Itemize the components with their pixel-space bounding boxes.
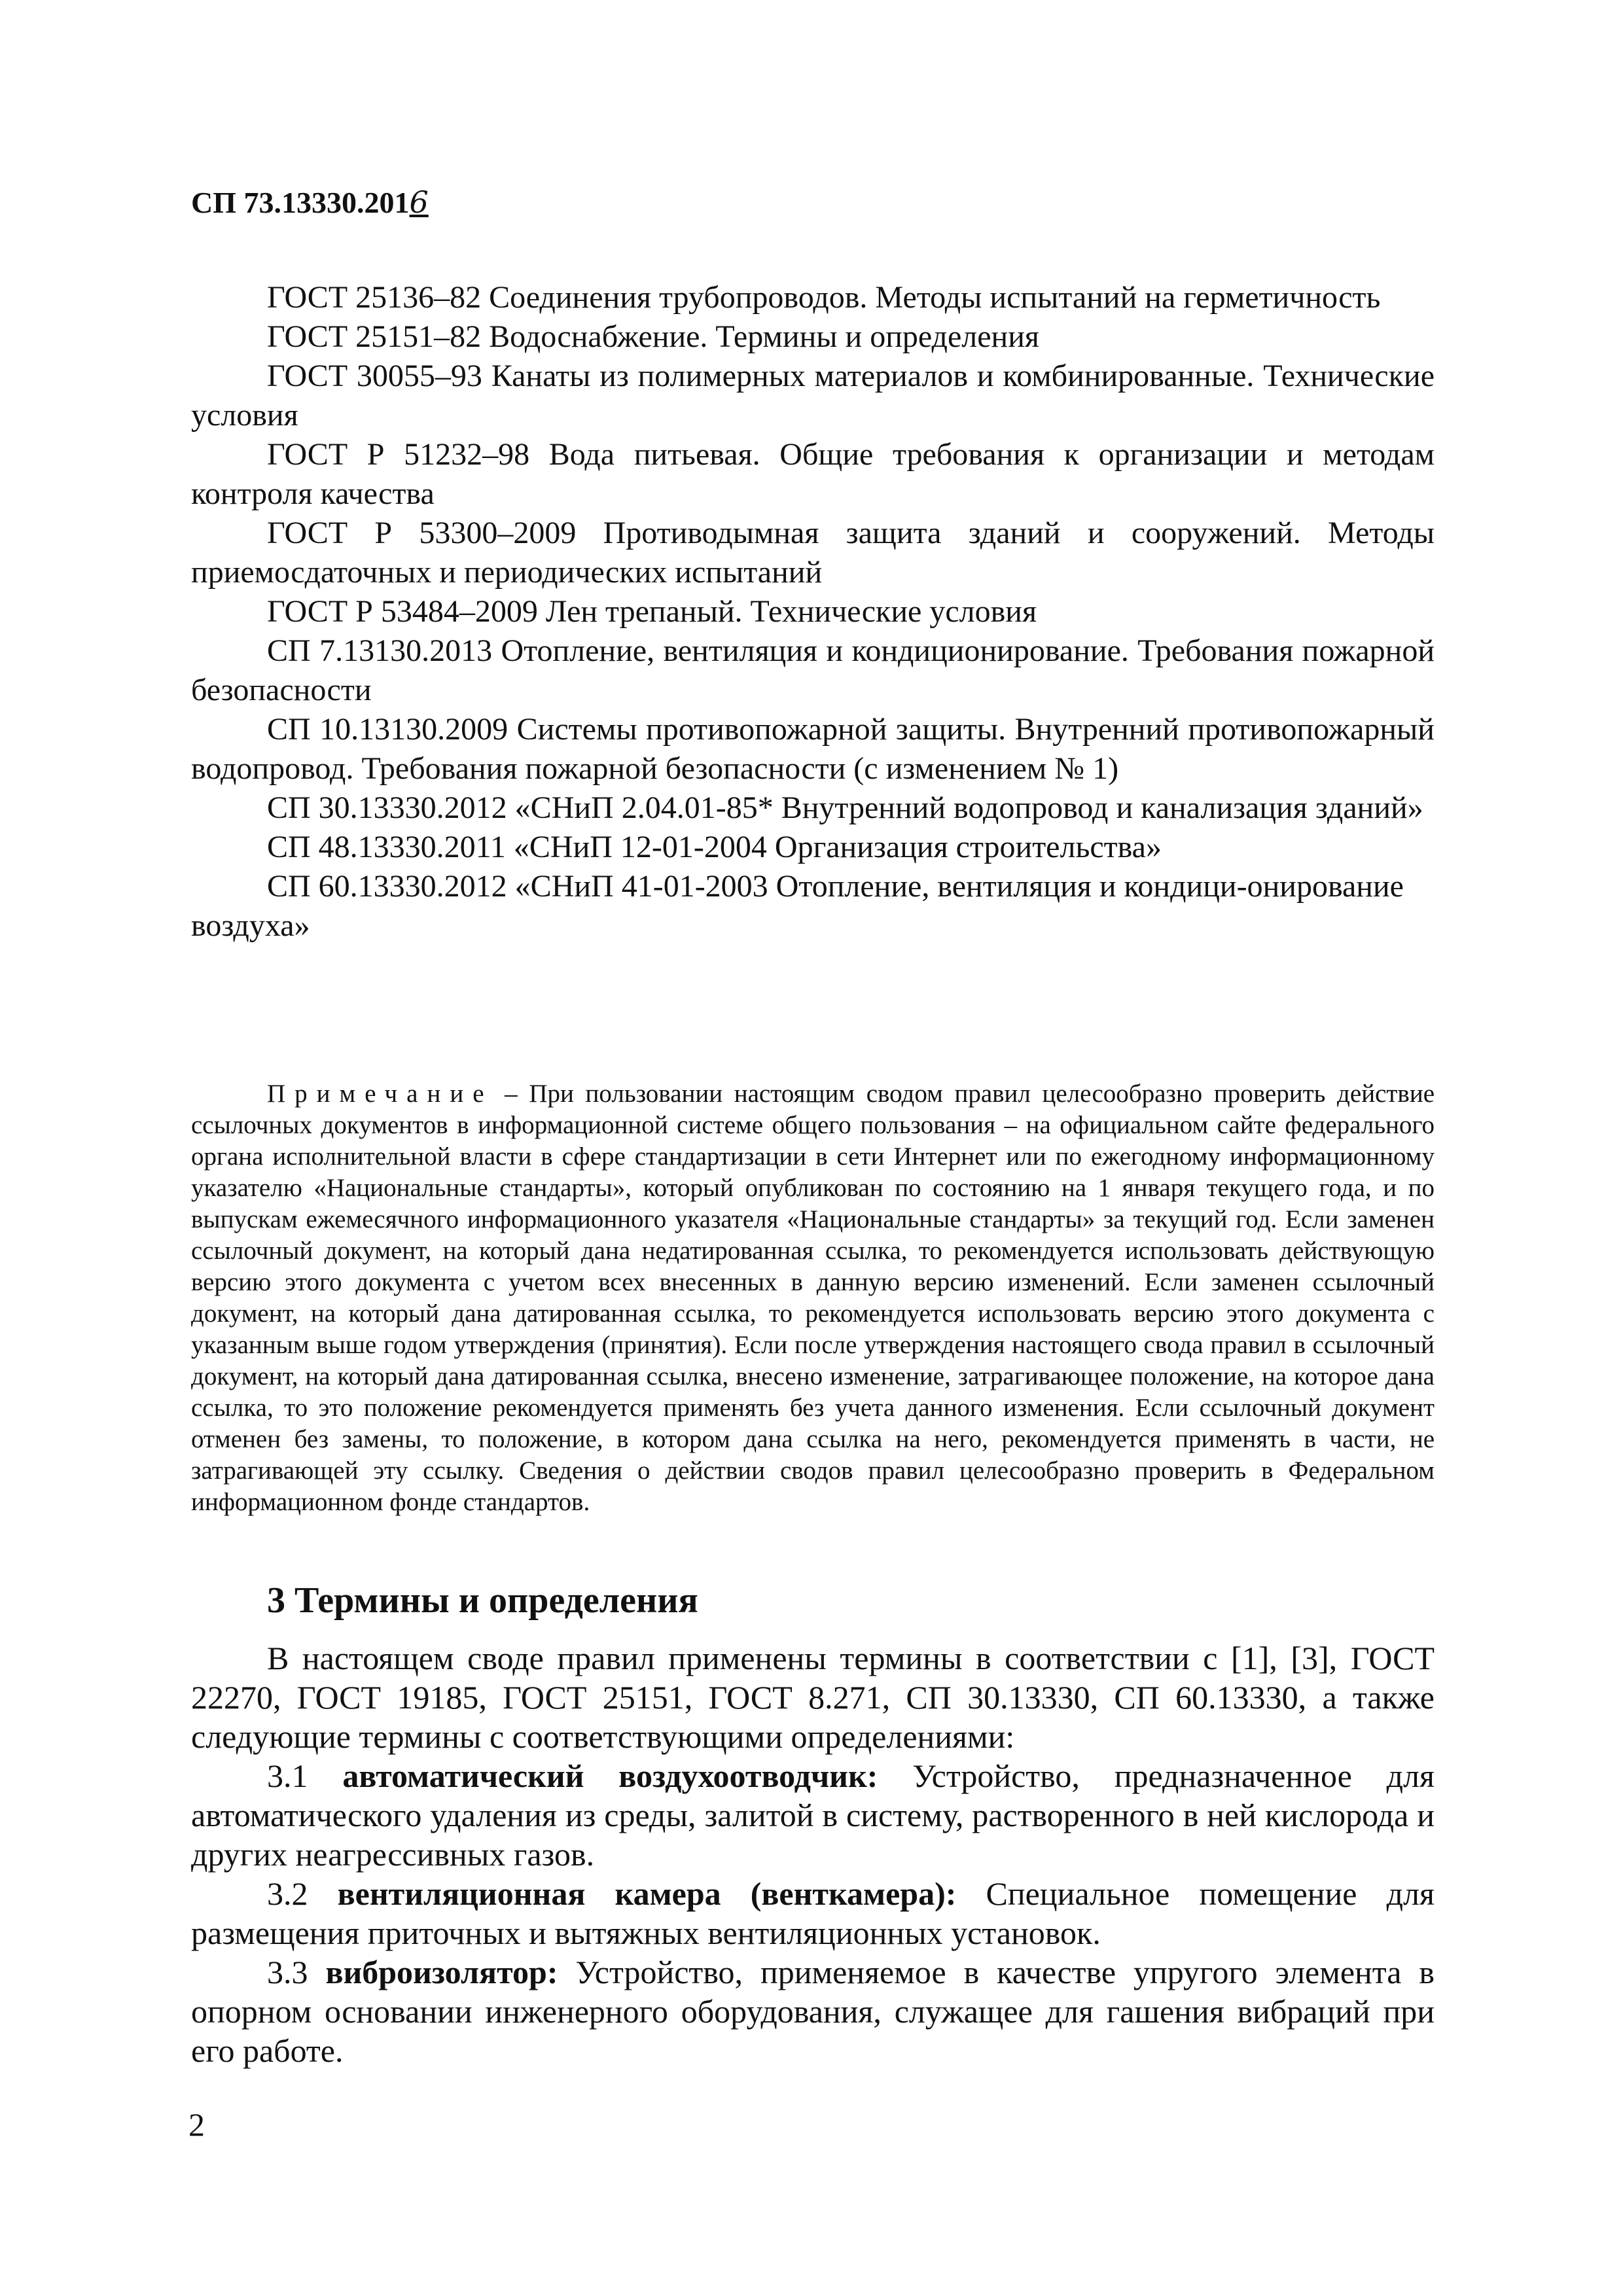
term-entry [191,1756,1435,1874]
document-code-header [191,185,429,220]
reference-item: СП 30.13330.2012 «СНиП 2.04.01-85* Внутренний водопровод и канализация зданий» [267,790,1423,825]
section-intro: В настоящем своде правил применены термины в соответствии с [1], [3], ГОСТ 22270, ГОСТ 19185, ГОСТ 25151, ГОСТ 8.271, СП 30.13330, СП 60.13330, а также следующие термины с соответствующими определениями: [191,1640,1435,1755]
page-number: 2 [188,2106,205,2143]
term-number: 3.3 [267,1954,308,1990]
term-name: автоматический воздухоотводчик: [342,1757,878,1794]
reference-item: ГОСТ 30055–93 Канаты из полимерных материалов и комбинированные. Технические условия [191,359,1435,433]
reference-item: ГОСТ 25151–82 Водоснабжение. Термины и определения [267,319,1039,354]
section-title: 3 Термины и определения [267,1580,698,1621]
term-number: 3.1 [267,1757,308,1794]
term-entry [191,1952,1435,2070]
reference-item: ГОСТ Р 53300–2009 Противодымная защита зданий и сооружений. Методы приемосдаточных и периодических испытаний [191,516,1435,590]
note-dash: – [493,1080,529,1108]
term-definition: Специальное помещение для размещения приточных и вытяжных вентиляционных установок. [191,1875,1435,1951]
terms-section [191,1638,1435,2070]
handwritten-year-digit: 6 [409,185,429,220]
document-code: СП 73.13330.201 [191,186,410,219]
note-block [191,1078,1435,1518]
note-text: При пользовании настоящим сводом правил целесообразно проверить действие ссылочных документов в информационной системе общего пользования – на официальном сайте федерального органа исполнительной власти в сфере стандартизации в сети Интернет или по ежегодному информационному указателю «Национальные стандарты», который опубликован по состоянию на 1 января текущего года, и по выпускам ежемесячного информационного указателя «Национальные стандарты» за текущий год. Если заменен ссылочный документ, на который дана недатированная ссылка, то рекомендуется использовать действующую версию этого документа с учетом всех внесенных в данную версию изменений. Если заменен ссылочный документ, на который дана датированная ссылка, то рекомендуется использовать версию этого документа с указанным выше годом утверждения (принятия). Если после утверждения настоящего свода правил в ссылочный документ, на который дана датированная ссылка, внесено изменение, затрагивающее положение, на которое дана ссылка, то это положение рекомендуется применять без учета данного изменения. Если ссылочный документ отменен без замены, то положение, в котором дана ссылка на него, рекомендуется применять в части, не затрагивающей эту ссылку. Сведения о действии сводов правил целесообразно проверить в Федеральном информационном фонде стандартов. [191,1080,1435,1516]
reference-item: СП 60.13330.2012 «СНиП 41-01-2003 Отопление, вентиляция и кондици-онирование воздуха» [191,869,1404,943]
term-name: вентиляционная камера (венткамера): [337,1875,957,1912]
reference-item: СП 10.13130.2009 Системы противопожарной защиты. Внутренний противопожарный водопровод. Требования пожарной безопасности (с изменением № 1) [191,712,1435,786]
reference-item: ГОСТ Р 53484–2009 Лен трепаный. Технические условия [267,594,1037,629]
term-name: виброизолятор: [325,1954,558,1990]
note-paragraph [191,1078,1435,1518]
term-definition: Устройство, предназначенное для автоматического удаления из среды, залитой в систему, растворенного в ней кислорода и других неагрессивных газов. [191,1757,1435,1873]
term-number: 3.2 [267,1875,308,1912]
term-definition: Устройство, применяемое в качестве упругого элемента в опорном основании инженерного оборудования, служащее для гашения вибраций при его работе. [191,1954,1435,2069]
reference-item: СП 7.13130.2013 Отопление, вентиляция и кондиционирование. Требования пожарной безопасности [191,633,1435,707]
term-entry [191,1874,1435,1952]
note-label: Примечание [267,1080,493,1108]
reference-item: СП 48.13330.2011 «СНиП 12-01-2004 Организация строительства» [267,830,1162,864]
reference-item: ГОСТ Р 51232–98 Вода питьевая. Общие требования к организации и методам контроля качества [191,437,1435,511]
reference-item: ГОСТ 25136–82 Соединения трубопроводов. Методы испытаний на герметичность [267,280,1381,315]
normative-references-list [191,278,1435,945]
